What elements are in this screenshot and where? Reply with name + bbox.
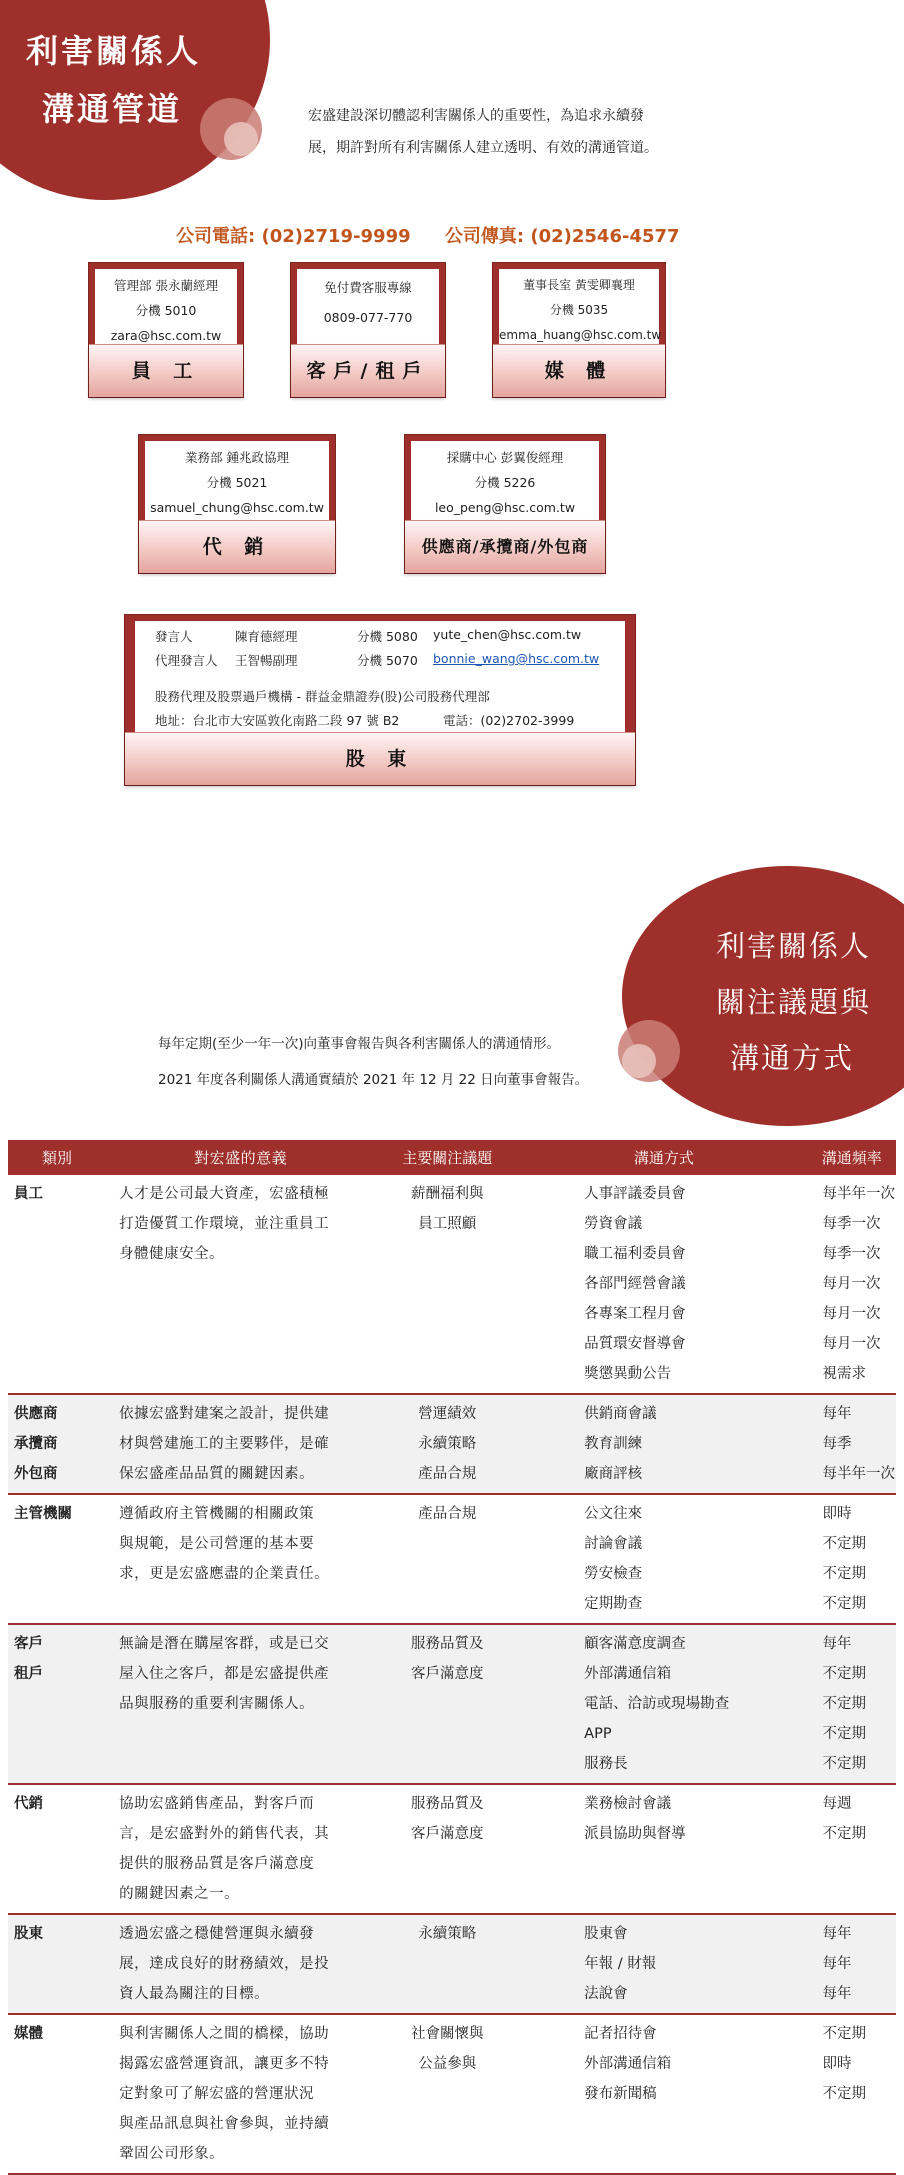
category-cell <box>8 1494 107 1624</box>
report-line-1: 每年定期(至少一年一次)向董事會報告與各利害關係人的溝通情形。 <box>158 1036 561 1052</box>
sh-deputy-role: 代理發言人 <box>155 653 218 668</box>
category-line: 股東 <box>14 1926 43 1942</box>
sh-spokesman-ext: 分機 5080 <box>357 629 418 644</box>
section2-title-line1: 利害關係人 <box>716 929 872 963</box>
methods-line: 廠商評核 <box>584 1466 643 1482</box>
methods-line: 外部溝通信箱 <box>584 1666 672 1682</box>
category-cell <box>8 2014 107 2174</box>
card-line: 免付費客服專線 <box>324 280 412 295</box>
methods-line: 定期勘查 <box>584 1596 643 1612</box>
card-label-supplier: 供應商/承攬商/外包商 <box>405 520 605 573</box>
frequency-line: 每月一次 <box>822 1336 881 1352</box>
table-row <box>8 1784 896 1914</box>
issues-cell <box>374 1494 520 1624</box>
sh-deputy-ext: 分機 5070 <box>357 653 418 668</box>
methods-cell <box>520 1394 808 1494</box>
frequency-line: 每季一次 <box>822 1246 881 1262</box>
card-line: 分機 5035 <box>549 303 609 317</box>
sh-spokesman-name: 陳育德經理 <box>235 629 298 644</box>
issues-line: 客戶滿意度 <box>410 1826 484 1842</box>
intro-text <box>308 100 658 164</box>
methods-cell <box>520 1784 808 1914</box>
methods-cell <box>520 1494 808 1624</box>
frequency-line: 即時 <box>822 2056 852 2072</box>
card-supplier <box>404 434 606 574</box>
card-employee <box>88 262 244 398</box>
intro-line-2: 展，期許對所有利害關係人建立透明、有效的溝通管道。 <box>308 140 658 156</box>
meaning-line: 依據宏盛對建案之設計，提供建 <box>119 1406 330 1422</box>
methods-line: 各部門經營會議 <box>584 1276 686 1292</box>
methods-line: 服務長 <box>584 1756 628 1772</box>
frequency-cell <box>809 2014 897 2174</box>
methods-line: 業務檢討會議 <box>584 1796 672 1812</box>
methods-line: 外部溝通信箱 <box>584 2056 672 2072</box>
issues-line: 永續策略 <box>418 1436 477 1452</box>
col-header: 溝通方式 <box>520 1140 808 1175</box>
issues-line: 營運績效 <box>418 1406 477 1422</box>
meaning-line: 透過宏盛之穩健營運與永續發 <box>119 1926 315 1942</box>
frequency-cell <box>809 1394 897 1494</box>
section2-title-line3: 溝通方式 <box>730 1041 855 1075</box>
sh-deputy-email-link[interactable]: bonnie_wang@hsc.com.tw <box>433 651 600 666</box>
intro-line-1: 宏盛建設深切體認利害關係人的重要性，為追求永續發 <box>308 108 644 124</box>
company-fax: 公司傳真: (02)2546-4577 <box>444 226 680 247</box>
meaning-line: 揭露宏盛營運資訊，讓更多不特 <box>119 2056 330 2072</box>
frequency-line: 每季 <box>822 1436 852 1452</box>
meaning-line: 鞏固公司形象。 <box>119 2146 225 2162</box>
issues-line: 公益參與 <box>418 2056 477 2072</box>
frequency-line: 不定期 <box>822 1826 866 1842</box>
sh-agency: 股務代理及股票過戶機構 - 群益金鼎證券(股)公司股務代理部 <box>155 689 490 704</box>
frequency-cell <box>809 1914 897 2014</box>
meaning-line: 人才是公司最大資產，宏盛積極 <box>119 1186 330 1202</box>
card-line: emma_huang@hsc.com.tw <box>499 328 662 342</box>
frequency-cell <box>809 1784 897 1914</box>
card-line: 分機 5226 <box>474 475 536 490</box>
issues-cell <box>374 2014 520 2174</box>
section-title-line1: 利害關係人 <box>26 32 202 70</box>
methods-line: 年報 / 財報 <box>584 1956 657 1972</box>
meaning-cell <box>107 2014 374 2174</box>
frequency-line: 每年 <box>822 1406 852 1422</box>
table-row <box>8 2014 896 2174</box>
frequency-line: 不定期 <box>822 1756 866 1772</box>
methods-line: APP <box>584 1726 612 1742</box>
methods-line: 職工福利委員會 <box>584 1246 686 1262</box>
card-line: 業務部 鍾兆政協理 <box>185 450 289 465</box>
meaning-line: 與利害關係人之間的橋樑，協助 <box>119 2026 330 2042</box>
issues-line: 服務品質及 <box>410 1796 484 1812</box>
category-line: 媒體 <box>14 2026 43 2042</box>
card-label-customer: 客戶/租戶 <box>291 344 445 397</box>
methods-line: 公文往來 <box>584 1506 643 1522</box>
table-row <box>8 1914 896 2014</box>
methods-line: 發布新聞稿 <box>584 2086 657 2102</box>
meaning-cell <box>107 1394 374 1494</box>
frequency-cell <box>809 1494 897 1624</box>
issues-cell <box>374 1784 520 1914</box>
col-header: 類別 <box>8 1140 107 1175</box>
category-cell <box>8 1175 107 1394</box>
meaning-line: 遵循政府主管機關的相關政策 <box>119 1506 315 1522</box>
sh-tel: 電話：(02)2702-3999 <box>443 713 575 728</box>
category-line: 承攬商 <box>14 1436 58 1452</box>
card-line: 分機 5021 <box>206 475 268 490</box>
meaning-line: 求，更是宏盛應盡的企業責任。 <box>119 1566 330 1582</box>
meaning-cell <box>107 1914 374 2014</box>
methods-line: 供銷商會議 <box>584 1406 657 1422</box>
col-header: 對宏盛的意義 <box>107 1140 374 1175</box>
frequency-line: 每週 <box>822 1796 852 1812</box>
sh-address: 地址：台北市大安區敦化南路二段 97 號 B2 <box>155 713 400 728</box>
issues-line: 服務品質及 <box>410 1636 484 1652</box>
issues-line: 產品合規 <box>418 1506 477 1522</box>
meaning-line: 品與服務的重要利害關係人。 <box>119 1696 315 1712</box>
card-label-shareholder: 股 東 <box>125 732 635 785</box>
methods-cell <box>520 2014 808 2174</box>
meaning-line: 言，是宏盛對外的銷售代表，其 <box>119 1826 330 1842</box>
header2-small-circle-light <box>622 1044 656 1078</box>
card-line: 0809-077-770 <box>323 310 413 325</box>
card-customer <box>290 262 446 398</box>
stakeholder-table <box>8 1140 896 2175</box>
frequency-line: 視需求 <box>822 1366 866 1382</box>
frequency-line: 不定期 <box>822 1566 866 1582</box>
card-label-media: 媒 體 <box>493 344 665 397</box>
category-line: 租戶 <box>14 1666 43 1682</box>
frequency-line: 每季一次 <box>822 1216 881 1232</box>
meaning-cell <box>107 1175 374 1394</box>
card-label-employee: 員 工 <box>89 344 243 397</box>
issues-line: 客戶滿意度 <box>410 1666 484 1682</box>
methods-line: 法說會 <box>584 1986 628 2002</box>
meaning-line: 無論是潛在購屋客群，或是已交 <box>119 1636 330 1652</box>
frequency-line: 即時 <box>822 1506 852 1522</box>
frequency-line: 不定期 <box>822 2026 866 2042</box>
card-line: 董事長室 黃雯卿襄理 <box>523 278 635 292</box>
methods-line: 勞資會議 <box>584 1216 643 1232</box>
frequency-line: 不定期 <box>822 1696 866 1712</box>
frequency-line: 每年 <box>822 1986 852 2002</box>
issues-cell <box>374 1175 520 1394</box>
frequency-line: 不定期 <box>822 2086 866 2102</box>
frequency-line: 每年 <box>822 1956 852 1972</box>
company-contact <box>176 222 708 248</box>
methods-line: 教育訓練 <box>584 1436 643 1452</box>
table-row <box>8 1494 896 1624</box>
card-line: zara@hsc.com.tw <box>110 328 222 343</box>
category-line: 主管機關 <box>14 1506 72 1522</box>
category-cell <box>8 1914 107 2014</box>
card-line: 採購中心 彭翼俊經理 <box>446 450 564 465</box>
methods-line: 勞安檢查 <box>584 1566 643 1582</box>
card-shareholder <box>124 614 636 786</box>
frequency-line: 每年 <box>822 1636 852 1652</box>
meaning-cell <box>107 1494 374 1624</box>
issues-cell <box>374 1394 520 1494</box>
methods-line: 派員協助與督導 <box>584 1826 686 1842</box>
card-agent <box>138 434 336 574</box>
table-row <box>8 1624 896 1784</box>
card-line: 分機 5010 <box>135 303 197 318</box>
frequency-cell <box>809 1624 897 1784</box>
frequency-line: 每半年一次 <box>822 1466 895 1482</box>
meaning-line: 協助宏盛銷售產品，對客戶而 <box>119 1796 315 1812</box>
methods-line: 記者招待會 <box>584 2026 657 2042</box>
category-cell <box>8 1624 107 1784</box>
frequency-cell <box>809 1175 897 1394</box>
meaning-line: 展，達成良好的財務績效，是投 <box>119 1956 330 1972</box>
table-header-row <box>8 1140 896 1175</box>
meaning-cell <box>107 1624 374 1784</box>
meaning-line: 保宏盛產品品質的關鍵因素。 <box>119 1466 315 1482</box>
issues-cell <box>374 1624 520 1784</box>
company-phone: 公司電話: (02)2719-9999 <box>176 226 411 247</box>
frequency-line: 不定期 <box>822 1596 866 1612</box>
meaning-line: 材與營建施工的主要夥伴，是確 <box>119 1436 330 1452</box>
category-cell <box>8 1784 107 1914</box>
col-header: 主要關注議題 <box>374 1140 520 1175</box>
category-line: 外包商 <box>14 1466 58 1482</box>
frequency-line: 每半年一次 <box>822 1186 895 1202</box>
card-line: samuel_chung@hsc.com.tw <box>150 500 324 515</box>
meaning-cell <box>107 1784 374 1914</box>
issues-line: 永續策略 <box>418 1926 477 1942</box>
issues-cell <box>374 1914 520 2014</box>
category-line: 供應商 <box>14 1406 58 1422</box>
issues-line: 薪酬福利與 <box>410 1186 484 1202</box>
frequency-line: 不定期 <box>822 1536 866 1552</box>
meaning-line: 身體健康安全。 <box>119 1246 225 1262</box>
frequency-line: 不定期 <box>822 1666 866 1682</box>
methods-line: 獎懲異動公告 <box>584 1366 672 1382</box>
meaning-line: 與規範，是公司營運的基本要 <box>119 1536 315 1552</box>
meaning-line: 提供的服務品質是客戶滿意度 <box>119 1856 315 1872</box>
frequency-line: 每年 <box>822 1926 852 1942</box>
category-line: 員工 <box>14 1186 43 1202</box>
methods-line: 人事評議委員會 <box>584 1186 686 1202</box>
methods-line: 討論會議 <box>584 1536 643 1552</box>
meaning-line: 與產品訊息與社會參與，並持續 <box>119 2116 330 2132</box>
report-line-2: 2021 年度各利關係人溝通實績於 2021 年 12 月 22 日向董事會報告。 <box>158 1072 589 1088</box>
methods-cell <box>520 1175 808 1394</box>
category-line: 代銷 <box>14 1796 43 1812</box>
methods-line: 品質環安督導會 <box>584 1336 686 1352</box>
card-line: leo_peng@hsc.com.tw <box>434 500 576 515</box>
section2-title-line2: 關注議題與 <box>716 985 872 1019</box>
col-header: 溝通頻率 <box>809 1140 897 1175</box>
section-title-line2: 溝通管道 <box>42 90 183 128</box>
methods-line: 電話、洽訪或現場勘查 <box>584 1696 730 1712</box>
sh-spokesman-role: 發言人 <box>155 629 193 644</box>
report-text <box>158 1026 588 1098</box>
header-small-circle-light <box>224 122 258 156</box>
meaning-line: 資人最為關注的目標。 <box>119 1986 270 2002</box>
sh-deputy-name: 王智暢副理 <box>235 653 298 668</box>
frequency-line: 不定期 <box>822 1726 866 1742</box>
category-line: 客戶 <box>14 1636 43 1652</box>
issues-line: 員工照顧 <box>418 1216 477 1232</box>
card-line: 管理部 張永蘭經理 <box>114 278 218 293</box>
table-row <box>8 1175 896 1394</box>
meaning-line: 定對象可了解宏盛的營運狀況 <box>119 2086 315 2102</box>
frequency-line: 每月一次 <box>822 1276 881 1292</box>
methods-line: 股東會 <box>584 1926 628 1942</box>
methods-cell <box>520 1914 808 2014</box>
category-cell <box>8 1394 107 1494</box>
sh-spokesman-email: yute_chen@hsc.com.tw <box>433 627 582 642</box>
table-row <box>8 1394 896 1494</box>
meaning-line: 的關鍵因素之一。 <box>119 1886 240 1902</box>
issues-line: 社會關懷與 <box>410 2026 484 2042</box>
issues-line: 產品合規 <box>418 1466 477 1482</box>
methods-line: 顧客滿意度調查 <box>584 1636 686 1652</box>
meaning-line: 打造優質工作環境，並注重員工 <box>119 1216 330 1232</box>
card-media <box>492 262 666 398</box>
methods-line: 各專案工程月會 <box>584 1306 686 1322</box>
frequency-line: 每月一次 <box>822 1306 881 1322</box>
meaning-line: 屋入住之客戶，都是宏盛提供產 <box>119 1666 330 1682</box>
methods-cell <box>520 1624 808 1784</box>
card-label-agent: 代 銷 <box>139 520 335 573</box>
